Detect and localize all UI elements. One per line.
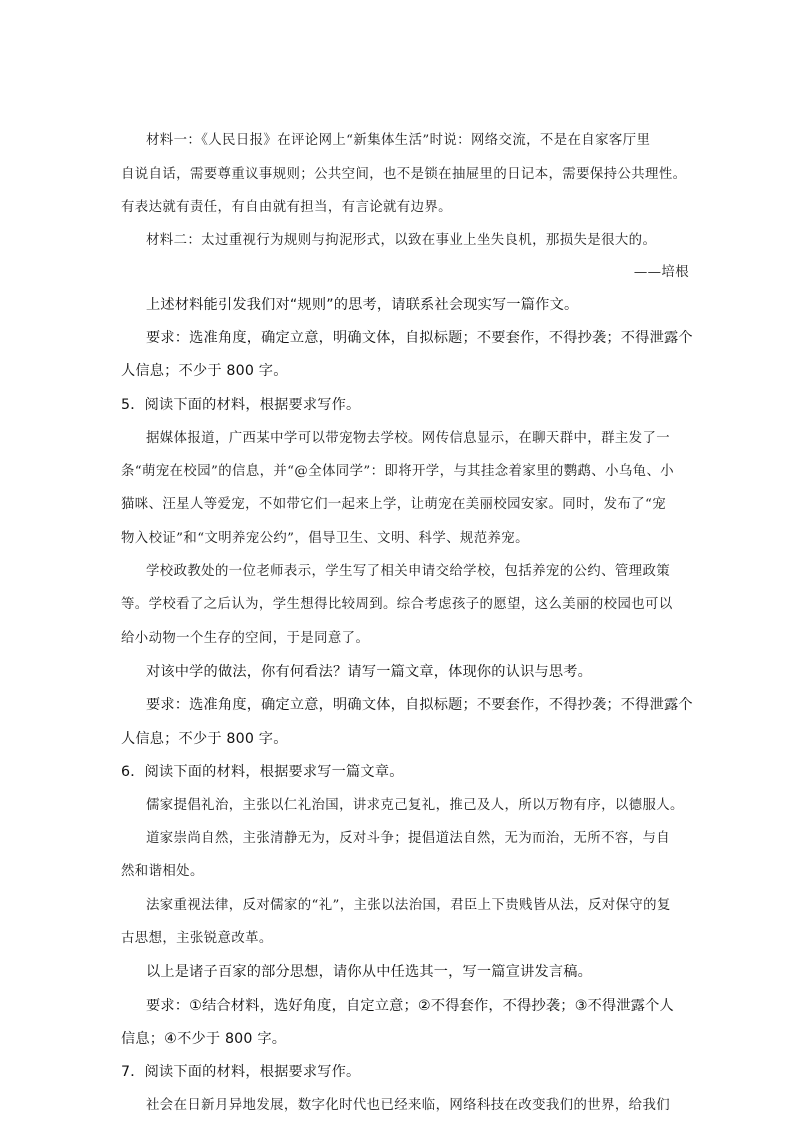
q6-prompt: 以上是诸子百家的部分思想，请你从中任选其一，写一篇宣讲发言稿。 [146,964,593,980]
q4-material-line: 材料一：《人民日报》在评论网上“新集体生活”时说：网络交流，不是在自家客厅里 [146,133,651,148]
q7-heading: 7．阅读下面的材料，根据要求写作。 [121,1064,361,1080]
q6-material-line: 道家崇尚自然，主张清静无为，反对斗争；提倡道法自然，无为而治，无所不容，与自 [146,831,671,846]
q5-material-line: 学校政教处的一位老师表示，学生写了相关申请交给学校，包括养宠的公约、管理政策 [146,564,671,579]
q6-material-line: 古思想，主张锐意改革。 [121,931,273,946]
q7-material-line: 社会在日新月异地发展，数字化时代也已经来临，网络科技在改变我们的世界，给我们 [146,1098,671,1113]
q4-attribution: ——培根 [633,265,689,280]
q5-material-line: 据媒体报道，广西某中学可以带宠物去学校。网传信息显示，在聊天群中，群主发了一 [146,431,671,446]
q4-material-line: 自说自话，需要尊重议事规则；公共空间，也不是锁在抽屉里的日记本，需要保持公共理性。 [121,167,687,182]
q5-material-line: 物入校证”和“文明养宠公约”，倡导卫生、文明、科学、规范养宠。 [121,531,529,546]
q4-material-line: 有表达就有责任，有自由就有担当，有言论就有边界。 [121,200,452,215]
q4-requirement-line: 人信息；不少于 800 字。 [121,363,288,379]
q5-material-line: 猫咪、汪星人等爱宠，不如带它们一起来上学，让萌宠在美丽校园安家。同时，发布了“宠 [121,497,667,512]
q5-material-line: 条“萌宠在校园”的信息，并“@全体同学”：即将开学，与其挂念着家里的鹦鹉、小乌龟、小 [121,464,675,479]
q4-prompt: 上述材料能引发我们对“规则”的思考，请联系社会现实写一篇作文。 [146,297,579,313]
q5-material-line: 等。学校看了之后认为，学生想得比较周到。综合考虑孩子的愿望，这么美丽的校园也可以 [121,597,673,612]
q5-requirement-line: 人信息；不少于 800 字。 [121,731,288,747]
q5-material-line: 给小动物一个生存的空间，于是同意了。 [121,631,370,646]
q5-heading: 5．阅读下面的材料，根据要求写作。 [121,397,361,413]
q4-requirement-line: 要求：选准角度，确定立意，明确文体，自拟标题；不要套作，不得抄袭；不得泄露个 [146,330,693,346]
q5-prompt: 对该中学的做法，你有何看法？请写一篇文章，体现你的认识与思考。 [146,664,593,680]
q6-heading: 6．阅读下面的材料，根据要求写一篇文章。 [121,764,404,780]
q6-material-line: 法家重视法律，反对儒家的“礼”，主张以法治国，君臣上下贵贱皆从法，反对保守的复 [146,898,671,913]
q6-requirement-line: 要求：①结合材料，选好角度，自定立意；②不得套作，不得抄袭；③不得泄露个人 [146,998,674,1014]
q6-material-line: 然和谐相处。 [121,864,204,879]
q6-requirement-line: 信息；④不少于 800 字。 [121,1031,287,1047]
q4-material-line: 材料二：太过重视行为规则与拘泥形式，以致在事业上坐失良机，那损失是很大的。 [146,233,657,248]
q5-requirement-line: 要求：选准角度，确定立意，明确文体，自拟标题；不要套作，不得抄袭；不得泄露个 [146,697,693,713]
q6-material-line: 儒家提倡礼治，主张以仁礼治国，讲求克己复礼，推己及人，所以万物有序，以德服人。 [146,798,684,813]
